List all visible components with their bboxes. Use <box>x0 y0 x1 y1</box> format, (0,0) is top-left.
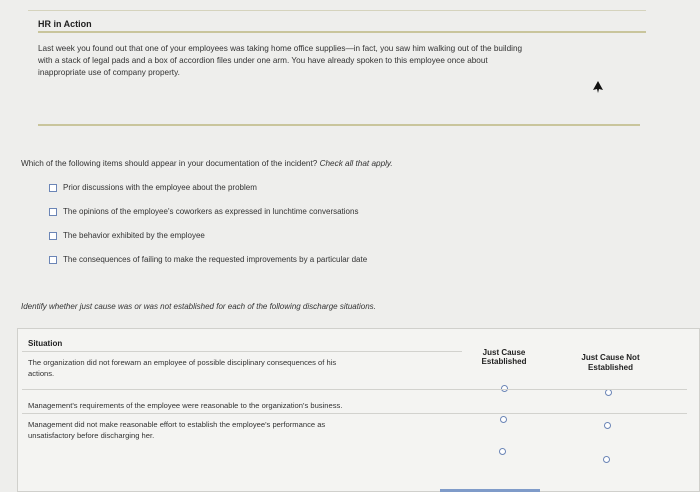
row-divider <box>22 389 687 390</box>
option-behavior-exhibited[interactable] <box>49 231 205 240</box>
header-line: Established <box>481 357 527 366</box>
situation-line: actions. <box>28 369 55 378</box>
option-label: The consequences of failing to make the requested improvements by a particular date <box>63 255 368 264</box>
table-row <box>28 419 458 441</box>
situation-line: Management did not make reasonable effort to establish the employee's performance as <box>28 420 326 429</box>
option-label: Prior discussions with the employee about the problem <box>63 183 257 192</box>
question-prompt: Which of the following items should appear in your documentation of the incident? <box>21 159 318 168</box>
instruction-text: Identify whether just cause was or was not established for each of the following discharge situations. <box>21 302 376 311</box>
table-row <box>28 400 458 411</box>
option-prior-discussions[interactable] <box>49 183 257 192</box>
paragraph-line: Last week you found out that one of your employees was taking home office supplies—in fact, you saw him walking out of the building <box>38 44 523 53</box>
question-hint: Check all that apply. <box>319 159 393 168</box>
checkbox[interactable] <box>49 184 57 192</box>
paragraph-line: with a stack of legal pads and a box of accordion files under one arm. You have already spoken to this employee once about <box>38 56 488 65</box>
mouse-pointer-icon <box>592 80 604 94</box>
header-line: Established <box>588 363 633 372</box>
scenario-paragraph <box>38 43 648 79</box>
question-text <box>21 159 393 168</box>
row2-established-radio[interactable] <box>500 416 507 423</box>
row2-not-established-radio[interactable] <box>604 422 611 429</box>
header-just-cause-established <box>464 348 544 366</box>
top-divider <box>28 10 646 11</box>
row1-not-established-radio[interactable] <box>605 389 612 396</box>
just-cause-table <box>17 328 700 492</box>
header-divider <box>22 351 462 352</box>
checkbox[interactable] <box>49 256 57 264</box>
situation-line: The organization did not forewarn an employee of possible disciplinary consequences of his <box>28 358 337 367</box>
option-label: The opinions of the employee's coworkers as expressed in lunchtime conversations <box>63 207 359 216</box>
situation-line: unsatisfactory before discharging her. <box>28 431 155 440</box>
table-row <box>28 357 458 379</box>
row-divider <box>22 413 687 414</box>
paragraph-line: inappropriate use of company property. <box>38 68 180 77</box>
header-line: Just Cause <box>482 348 526 357</box>
option-coworker-opinions[interactable] <box>49 207 358 216</box>
row3-not-established-radio[interactable] <box>603 456 610 463</box>
situation-line: Management's requirements of the employee were reasonable to the organization's business. <box>28 401 343 410</box>
header-line: Just Cause Not <box>581 353 640 362</box>
header-just-cause-not-established <box>563 353 658 373</box>
checkbox[interactable] <box>49 208 57 216</box>
section-title: HR in Action <box>38 19 92 29</box>
option-label: The behavior exhibited by the employee <box>63 231 205 240</box>
checkbox[interactable] <box>49 232 57 240</box>
option-consequences[interactable] <box>49 255 367 264</box>
header-situation: Situation <box>28 339 63 348</box>
title-underline <box>38 31 646 33</box>
row3-established-radio[interactable] <box>499 448 506 455</box>
paragraph-divider <box>38 124 640 126</box>
